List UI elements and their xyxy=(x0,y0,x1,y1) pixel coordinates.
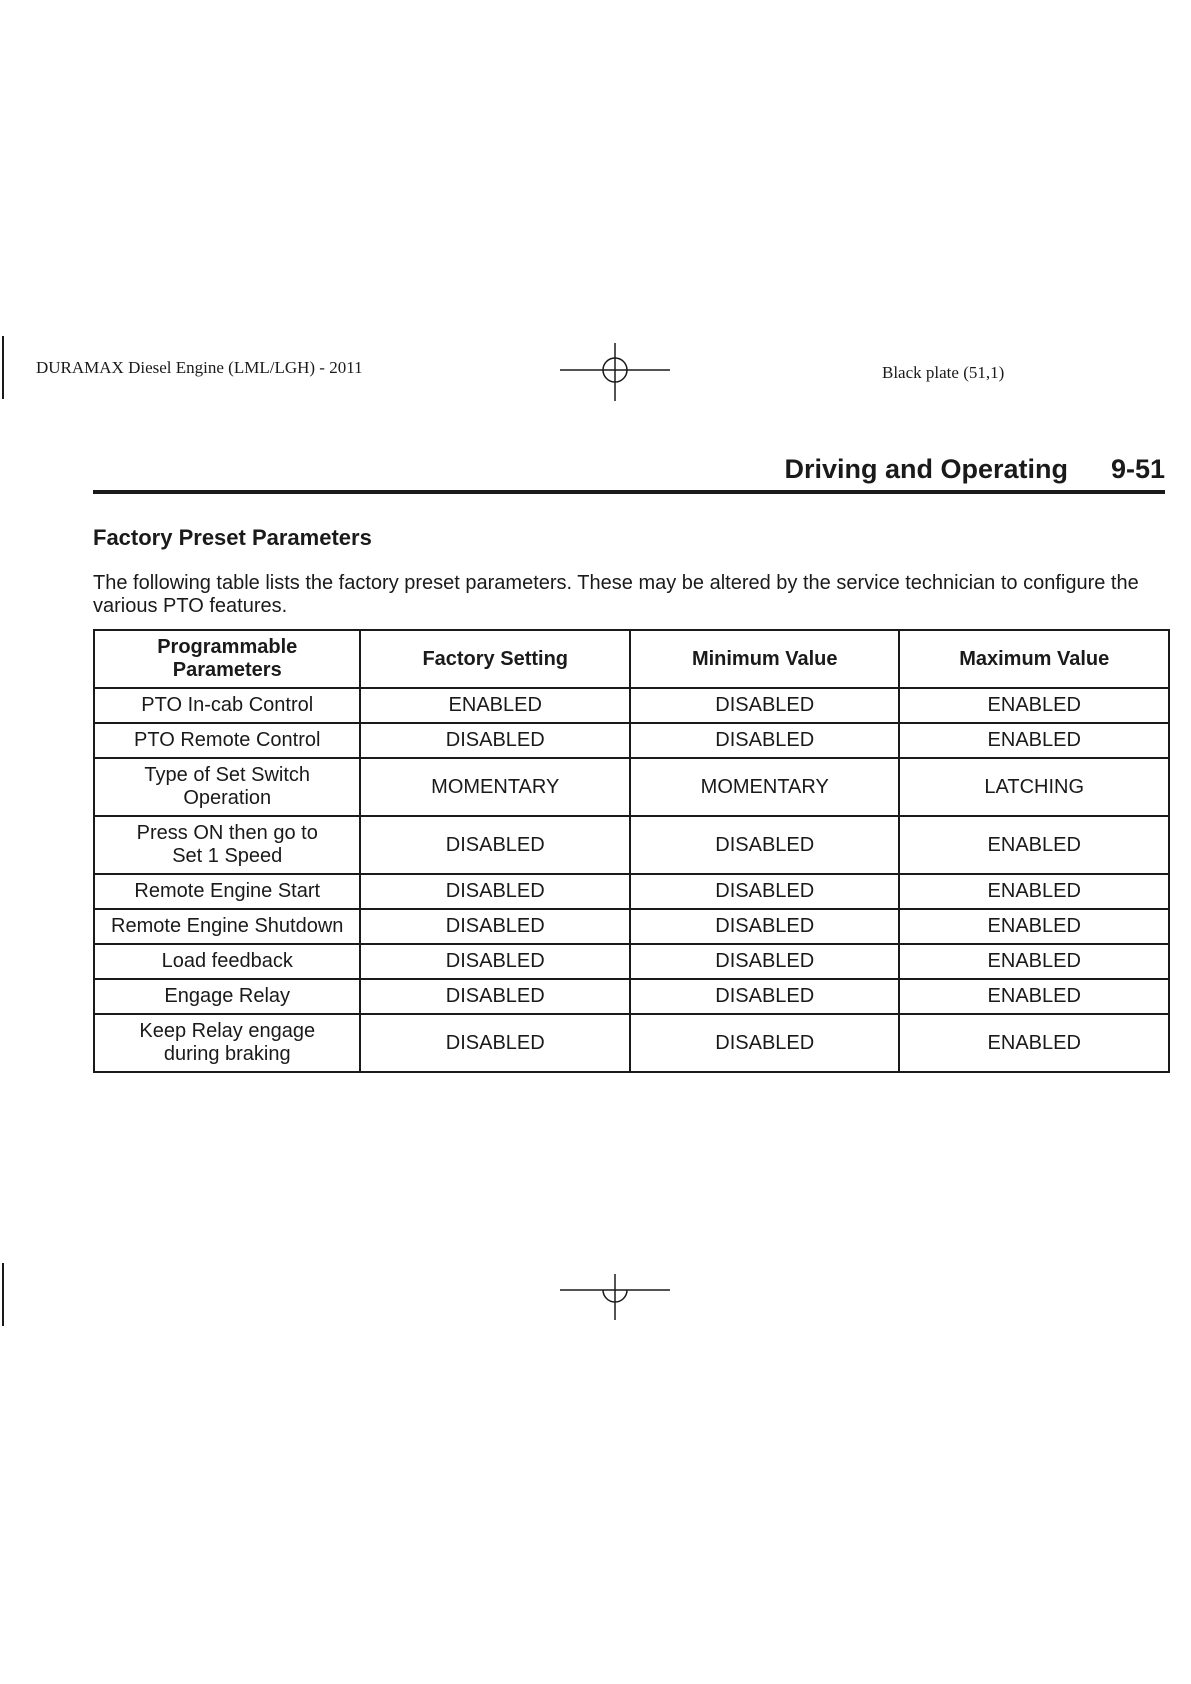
table-header-row xyxy=(94,630,1169,688)
factory-setting-cell: DISABLED xyxy=(360,723,630,758)
factory-setting-cell: DISABLED xyxy=(360,979,630,1014)
column-header: Minimum Value xyxy=(630,630,900,688)
parameter-name-cell: Remote Engine Shutdown xyxy=(94,909,360,944)
maximum-value-cell: LATCHING xyxy=(899,758,1169,816)
minimum-value-cell: DISABLED xyxy=(630,944,900,979)
registration-mark-bottom-icon xyxy=(560,1274,670,1320)
parameter-name-cell: Press ON then go to Set 1 Speed xyxy=(94,816,360,874)
table-row xyxy=(94,909,1169,944)
factory-setting-cell: DISABLED xyxy=(360,909,630,944)
minimum-value-cell: MOMENTARY xyxy=(630,758,900,816)
table-row xyxy=(94,688,1169,723)
column-header: Factory Setting xyxy=(360,630,630,688)
plate-info-right: Black plate (51,1) xyxy=(882,363,1005,382)
section-title: Driving and Operating xyxy=(784,454,1068,484)
column-header: Maximum Value xyxy=(899,630,1169,688)
minimum-value-cell: DISABLED xyxy=(630,979,900,1014)
factory-setting-cell: DISABLED xyxy=(360,874,630,909)
maximum-value-cell: ENABLED xyxy=(899,688,1169,723)
minimum-value-cell: DISABLED xyxy=(630,688,900,723)
parameter-name-cell: Type of Set Switch Operation xyxy=(94,758,360,816)
maximum-value-cell: ENABLED xyxy=(899,944,1169,979)
maximum-value-cell: ENABLED xyxy=(899,723,1169,758)
factory-setting-cell: MOMENTARY xyxy=(360,758,630,816)
registration-mark-top-icon xyxy=(560,343,670,401)
table-row xyxy=(94,723,1169,758)
maximum-value-cell: ENABLED xyxy=(899,874,1169,909)
intro-paragraph: The following table lists the factory preset parameters. These may be altered by the service technician to configure the various PTO features. xyxy=(93,572,1139,617)
parameters-table xyxy=(93,629,1170,1073)
page-number: 9-51 xyxy=(1110,454,1165,484)
minimum-value-cell: DISABLED xyxy=(630,909,900,944)
parameter-name-cell: Keep Relay engage during braking xyxy=(94,1014,360,1072)
page-heading: Factory Preset Parameters xyxy=(93,525,372,550)
maximum-value-cell: ENABLED xyxy=(899,909,1169,944)
column-header: Programmable Parameters xyxy=(94,630,360,688)
plate-info-left: DURAMAX Diesel Engine (LML/LGH) - 2011 xyxy=(36,358,363,377)
table-row xyxy=(94,758,1169,816)
maximum-value-cell: ENABLED xyxy=(899,979,1169,1014)
minimum-value-cell: DISABLED xyxy=(630,816,900,874)
crop-mark-bottom-left xyxy=(2,1263,4,1326)
parameter-name-cell: Load feedback xyxy=(94,944,360,979)
parameter-name-cell: Engage Relay xyxy=(94,979,360,1014)
crop-mark-top-left xyxy=(2,336,4,399)
table-row xyxy=(94,979,1169,1014)
table-row xyxy=(94,1014,1169,1072)
factory-setting-cell: DISABLED xyxy=(360,944,630,979)
minimum-value-cell: DISABLED xyxy=(630,1014,900,1072)
parameter-name-cell: PTO In-cab Control xyxy=(94,688,360,723)
table-row xyxy=(94,874,1169,909)
factory-setting-cell: DISABLED xyxy=(360,1014,630,1072)
minimum-value-cell: DISABLED xyxy=(630,723,900,758)
table-row xyxy=(94,944,1169,979)
factory-setting-cell: ENABLED xyxy=(360,688,630,723)
factory-setting-cell: DISABLED xyxy=(360,816,630,874)
table-row xyxy=(94,816,1169,874)
parameter-name-cell: PTO Remote Control xyxy=(94,723,360,758)
minimum-value-cell: DISABLED xyxy=(630,874,900,909)
maximum-value-cell: ENABLED xyxy=(899,1014,1169,1072)
section-header xyxy=(93,452,1165,494)
maximum-value-cell: ENABLED xyxy=(899,816,1169,874)
parameter-name-cell: Remote Engine Start xyxy=(94,874,360,909)
